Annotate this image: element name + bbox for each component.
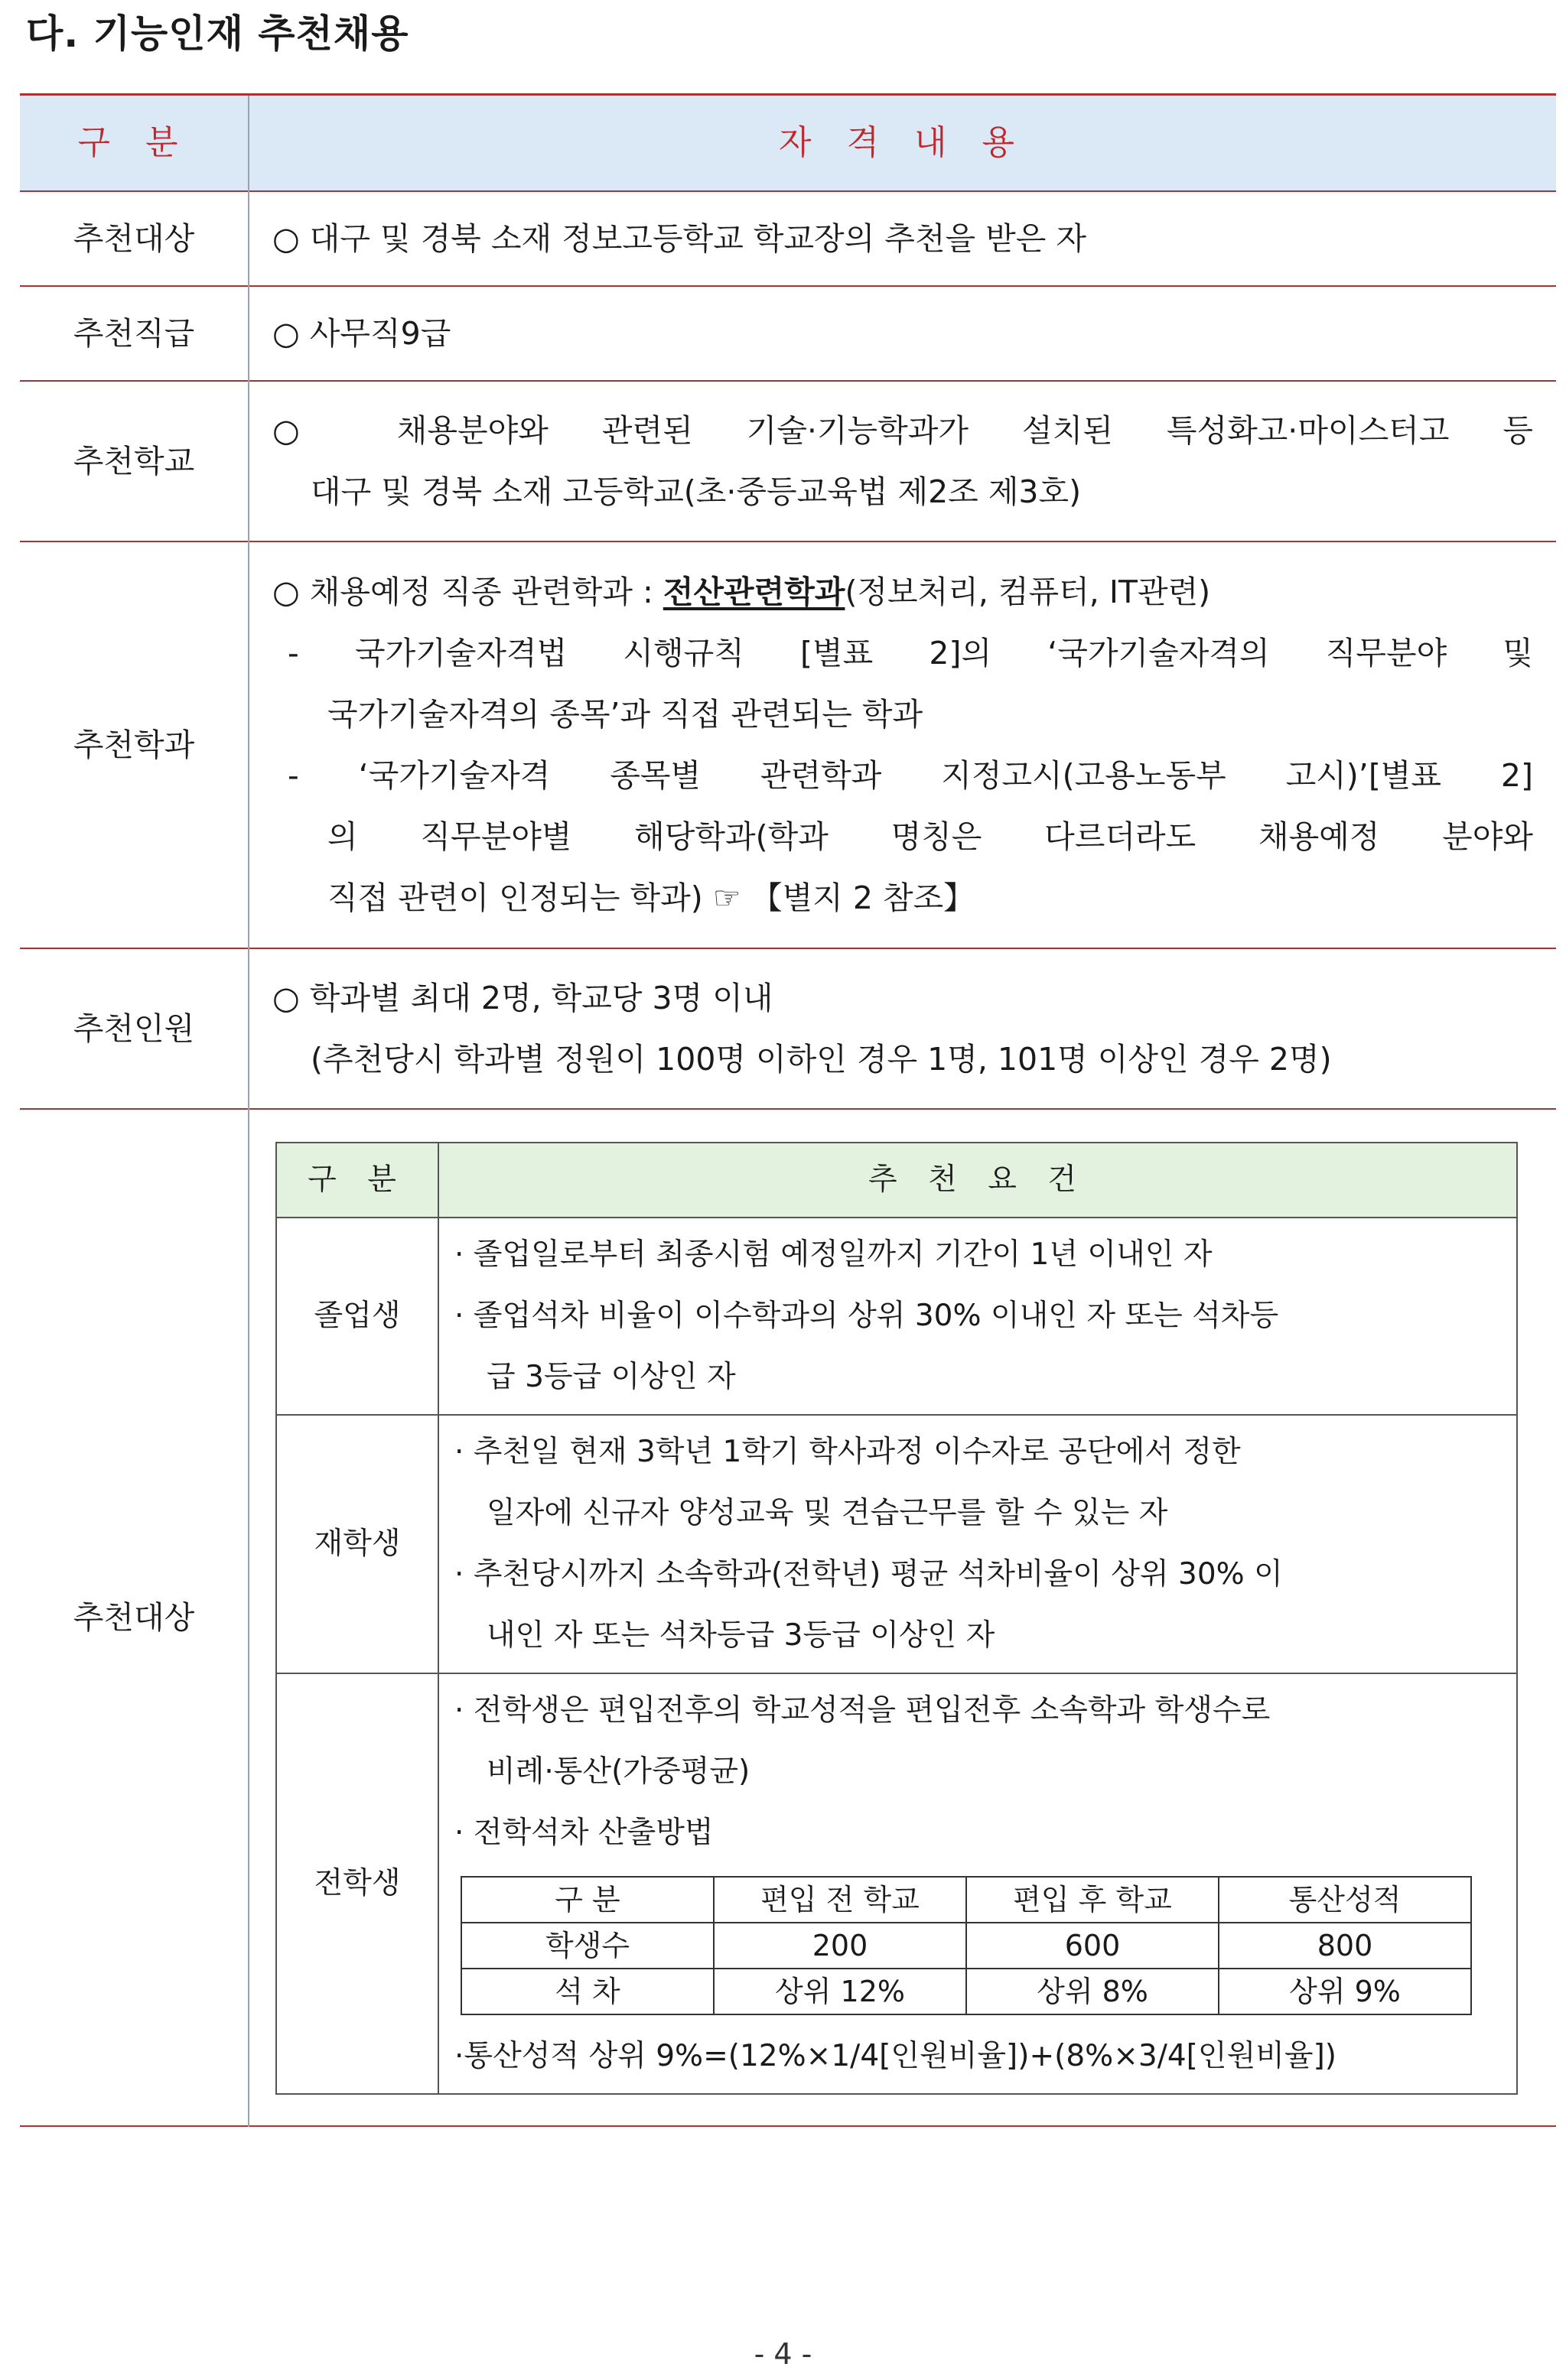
criteria-text: · 추천일 현재 3학년 1학기 학사과정 이수자로 공단에서 정한 xyxy=(454,1435,1241,1469)
criteria-row-graduate xyxy=(276,1218,1517,1415)
dept-highlight: 전산관련학과 xyxy=(663,574,845,610)
criteria-text: 일자에 신규자 양성교육 및 견습근무를 할 수 있는 자 xyxy=(487,1496,1168,1530)
criteria-label: 재학생 xyxy=(276,1415,438,1673)
qualification-table xyxy=(20,93,1556,2127)
transfer-formula: ·통산성적 상위 9%=(12%×1/4[인원비율])+(8%×3/4[인원비율]) xyxy=(454,2039,1337,2073)
transfer-table-cell: 편입 전 학교 xyxy=(714,1877,966,1923)
criteria-text: 비례·통산(가중평균) xyxy=(487,1754,750,1789)
row-count xyxy=(20,948,1556,1109)
row-dept xyxy=(20,541,1556,948)
transfer-table-cell: 편입 후 학교 xyxy=(966,1877,1219,1923)
row-text: - 국가기술자격법 시행규칙 [별표 2]의 ‘국가기술자격의 직무분야 및 xyxy=(288,635,1533,671)
row-label: 추천직급 xyxy=(20,286,249,381)
transfer-table-cell: 상위 8% xyxy=(966,1969,1219,2014)
transfer-table-row xyxy=(461,1923,1471,1969)
transfer-table-cell: 석 차 xyxy=(461,1969,714,2014)
header-content: 자 격 내 용 xyxy=(779,123,1027,162)
transfer-table-header xyxy=(461,1877,1471,1923)
criteria-text: · 추천당시까지 소속학과(전학년) 평균 석차비율이 상위 30% 이 xyxy=(454,1557,1283,1592)
row-label: 추천대상 xyxy=(20,191,249,286)
criteria-text: 내인 자 또는 석차등급 3등급 이상인 자 xyxy=(487,1618,995,1653)
criteria-text: 급 3등급 이상인 자 xyxy=(487,1360,736,1394)
row-text: ○ 사무직9급 xyxy=(272,315,451,352)
section-title: 다. 기능인재 추천채용 xyxy=(26,11,409,56)
row-text: 대구 및 경북 소재 고등학교(초·중등교육법 제2조 제3호) xyxy=(311,473,1082,510)
row-label: 추천학과 xyxy=(20,541,249,948)
criteria-header-requirements: 추 천 요 건 xyxy=(438,1143,1517,1218)
transfer-table-cell: 200 xyxy=(714,1923,966,1969)
page-number: - 4 - xyxy=(754,2337,812,2371)
transfer-table-cell: 구 분 xyxy=(461,1877,714,1923)
row-label: 추천학교 xyxy=(20,381,249,541)
row-target xyxy=(20,191,1556,286)
transfer-table-cell: 학생수 xyxy=(461,1923,714,1969)
dept-detail: (정보처리, 컴퓨터, IT관련) xyxy=(845,574,1211,610)
transfer-table-row xyxy=(461,1969,1471,2014)
criteria-table xyxy=(275,1142,1518,2095)
transfer-table-cell: 800 xyxy=(1219,1923,1471,1969)
transfer-table-cell: 통산성적 xyxy=(1219,1877,1471,1923)
row-text: 국가기술자격의 종목’과 직접 관련되는 학과 xyxy=(327,696,923,733)
criteria-header-row xyxy=(276,1143,1517,1218)
dept-intro: ○ 채용예정 직종 관련학과 : xyxy=(272,574,663,610)
row-text: ○ 채용분야와 관련된 기술·기능학과가 설치된 특성화고·마이스터고 등 xyxy=(272,412,1533,449)
criteria-row-enrolled xyxy=(276,1415,1517,1673)
transfer-table-cell: 600 xyxy=(966,1923,1219,1969)
table-header-row xyxy=(20,95,1556,192)
transfer-table-cell: 상위 12% xyxy=(714,1969,966,2014)
row-label: 추천인원 xyxy=(20,948,249,1109)
row-text: 의 직무분야별 해당학과(학과 명칭은 다르더라도 채용예정 분야와 xyxy=(327,818,1533,855)
row-label: 추천대상 xyxy=(20,1109,249,2126)
criteria-label: 전학생 xyxy=(276,1673,438,2094)
criteria-row-transfer xyxy=(276,1673,1517,2094)
row-text: ○ 학과별 최대 2명, 학교당 3명 이내 xyxy=(272,980,773,1016)
row-school xyxy=(20,381,1556,541)
criteria-header-category: 구 분 xyxy=(276,1143,438,1218)
row-grade xyxy=(20,286,1556,381)
row-text xyxy=(272,561,1533,623)
row-text: - ‘국가기술자격 종목별 관련학과 지정고시(고용노동부 고시)’[별표 2] xyxy=(288,757,1533,794)
row-criteria xyxy=(20,1109,1556,2126)
header-category: 구 분 xyxy=(20,95,249,192)
transfer-table-cell: 상위 9% xyxy=(1219,1969,1471,2014)
row-text: (추천당시 학과별 정원이 100명 이하인 경우 1명, 101명 이상인 경우 2명) xyxy=(311,1041,1332,1078)
criteria-label: 졸업생 xyxy=(276,1218,438,1415)
criteria-text: · 졸업석차 비율이 이수학과의 상위 30% 이내인 자 또는 석차등 xyxy=(454,1299,1279,1333)
criteria-text: · 전학석차 산출방법 xyxy=(454,1816,714,1850)
row-text: 직접 관련이 인정되는 학과) ☞ 【별지 2 참조】 xyxy=(327,879,975,916)
criteria-text: · 졸업일로부터 최종시험 예정일까지 기간이 1년 이내인 자 xyxy=(454,1237,1213,1272)
criteria-text: · 전학생은 편입전후의 학교성적을 편입전후 소속학과 학생수로 xyxy=(454,1693,1271,1728)
transfer-rank-table xyxy=(461,1876,1472,2015)
row-text: ○ 대구 및 경북 소재 정보고등학교 학교장의 추천을 받은 자 xyxy=(272,220,1087,257)
